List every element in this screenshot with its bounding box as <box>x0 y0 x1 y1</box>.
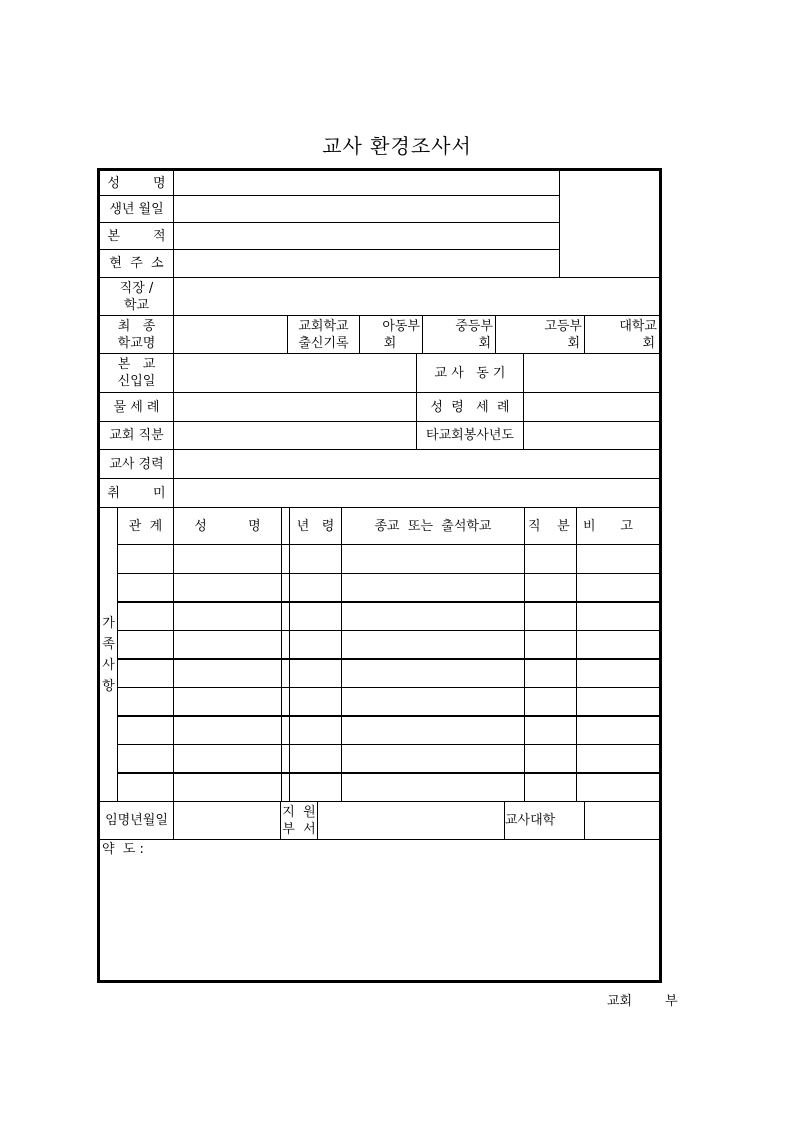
family-cell-note[interactable] <box>576 573 660 603</box>
name-field[interactable] <box>173 170 560 196</box>
department-line2: 부 서 <box>282 821 316 837</box>
family-cell-age[interactable] <box>289 687 342 717</box>
high-dept-line1: 고등부 <box>544 318 582 334</box>
job-label-line2: 학교 <box>123 297 150 313</box>
family-cell-relation[interactable] <box>117 544 174 574</box>
family-cell-age[interactable] <box>289 601 342 631</box>
origin-label: 본 적 <box>99 222 174 250</box>
family-cell-age[interactable] <box>289 772 342 802</box>
family-cell-note[interactable] <box>576 630 660 660</box>
survey-form <box>97 168 662 983</box>
college-dept-line1: 대학교 <box>619 318 657 334</box>
family-cell-note[interactable] <box>576 744 660 774</box>
family-side-char: 족 <box>102 636 115 652</box>
college-dept-cell[interactable] <box>584 315 660 354</box>
family-side-label <box>99 507 118 802</box>
family-cell-religion[interactable] <box>341 544 525 574</box>
address-field[interactable] <box>173 249 560 278</box>
family-cell-age[interactable] <box>289 630 342 660</box>
sunday-school-line2: 출신기록 <box>298 335 349 351</box>
family-cell-note[interactable] <box>576 772 660 802</box>
family-cell-relation[interactable] <box>117 630 174 660</box>
family-cell-name[interactable] <box>173 715 282 745</box>
middle-dept-line1: 중등부 <box>455 318 493 334</box>
teacher-career-field[interactable] <box>173 449 660 479</box>
high-dept-line2: 회 <box>567 335 580 351</box>
family-cell-name[interactable] <box>173 772 282 802</box>
family-cell-age[interactable] <box>289 544 342 574</box>
family-cell-note[interactable] <box>576 601 660 631</box>
family-cell-name[interactable] <box>173 687 282 717</box>
church-entry-field[interactable] <box>173 353 417 393</box>
document-title: 교사 환경조사서 <box>322 134 472 158</box>
family-cell-position[interactable] <box>524 772 577 802</box>
family-cell-note[interactable] <box>576 687 660 717</box>
sunday-school-label <box>287 315 360 354</box>
address-label: 현 주 소 <box>99 249 174 278</box>
college-dept-line2: 회 <box>642 335 655 351</box>
final-school-line1: 최 종 <box>117 318 156 334</box>
family-header-position: 직 분 <box>524 507 577 545</box>
baptism-label: 물 세 례 <box>99 392 174 422</box>
family-cell-religion[interactable] <box>341 687 525 717</box>
family-cell-position[interactable] <box>524 658 577 688</box>
department-label <box>280 801 318 840</box>
family-cell-relation[interactable] <box>117 715 174 745</box>
job-label <box>99 277 174 316</box>
map-area[interactable] <box>99 839 660 981</box>
family-cell-name[interactable] <box>173 573 282 603</box>
family-cell-position[interactable] <box>524 744 577 774</box>
family-cell-name[interactable] <box>173 630 282 660</box>
family-header-note: 비 고 <box>576 507 660 545</box>
job-field[interactable] <box>173 277 660 316</box>
confirmation-field[interactable] <box>523 392 660 422</box>
family-cell-relation[interactable] <box>117 601 174 631</box>
department-field[interactable] <box>317 801 505 840</box>
name-label: 성 명 <box>99 170 174 196</box>
family-header-religion: 종교 또는 출석학교 <box>341 507 525 545</box>
hobby-label: 취 미 <box>99 478 174 508</box>
church-entry-line2: 신입일 <box>117 374 156 389</box>
teacher-college-field[interactable] <box>584 801 660 840</box>
family-side-char: 항 <box>102 678 115 694</box>
church-position-field[interactable] <box>173 421 417 450</box>
department-line1: 지 원 <box>282 804 316 820</box>
family-cell-religion[interactable] <box>341 715 525 745</box>
family-cell-religion[interactable] <box>341 744 525 774</box>
family-cell-position[interactable] <box>524 573 577 603</box>
sunday-school-line1: 교회학교 <box>298 318 349 334</box>
other-church-years-field[interactable] <box>523 421 660 450</box>
map-label: 약 도 : <box>102 842 144 857</box>
family-cell-religion[interactable] <box>341 630 525 660</box>
family-header-age: 년 령 <box>289 507 342 545</box>
teacher-motive-field[interactable] <box>523 353 660 393</box>
family-side-char: 가 <box>102 615 115 631</box>
final-school-field[interactable] <box>173 315 288 354</box>
teacher-motive-label: 교 사 동 기 <box>416 353 524 393</box>
other-church-years-label: 타교회봉사년도 <box>416 421 524 450</box>
teacher-college-label: 교사대학 <box>504 801 585 840</box>
family-cell-religion[interactable] <box>341 658 525 688</box>
family-cell-age[interactable] <box>289 573 342 603</box>
family-cell-religion[interactable] <box>341 772 525 802</box>
middle-dept-cell[interactable] <box>422 315 496 354</box>
family-cell-position[interactable] <box>524 687 577 717</box>
family-cell-religion[interactable] <box>341 573 525 603</box>
family-cell-note[interactable] <box>576 544 660 574</box>
final-school-label <box>99 315 174 354</box>
family-cell-position[interactable] <box>524 544 577 574</box>
family-cell-religion[interactable] <box>341 601 525 631</box>
family-cell-name[interactable] <box>173 601 282 631</box>
origin-field[interactable] <box>173 222 560 250</box>
family-header-relation: 관 계 <box>117 507 174 545</box>
middle-dept-line2: 회 <box>478 335 491 351</box>
teacher-career-label: 교사 경력 <box>99 449 174 479</box>
family-cell-relation[interactable] <box>117 687 174 717</box>
family-cell-age[interactable] <box>289 715 342 745</box>
photo-box <box>559 170 660 278</box>
family-cell-name[interactable] <box>173 744 282 774</box>
family-header-name: 성 명 <box>173 507 282 545</box>
children-dept-line1: 아동부 <box>382 318 420 334</box>
children-dept-line2: 회 <box>383 335 397 351</box>
appointment-date-field[interactable] <box>173 801 281 840</box>
family-cell-note[interactable] <box>576 715 660 745</box>
family-cell-name[interactable] <box>173 544 282 574</box>
family-cell-position[interactable] <box>524 715 577 745</box>
church-entry-label <box>99 353 174 393</box>
appointment-date-label: 임명년월일 <box>99 801 174 840</box>
church-entry-line1: 본 교 <box>117 357 156 372</box>
family-cell-position[interactable] <box>524 601 577 631</box>
family-cell-note[interactable] <box>576 658 660 688</box>
family-cell-relation[interactable] <box>117 772 174 802</box>
final-school-line2: 학교명 <box>117 335 156 351</box>
high-dept-cell[interactable] <box>495 315 585 354</box>
children-dept-cell[interactable] <box>359 315 423 354</box>
family-cell-position[interactable] <box>524 630 577 660</box>
footer-church-dept: 교회 부 <box>607 994 678 1009</box>
baptism-field[interactable] <box>173 392 417 422</box>
family-cell-relation[interactable] <box>117 744 174 774</box>
church-position-label: 교회 직분 <box>99 421 174 450</box>
job-label-line1: 직장 / <box>119 280 154 296</box>
birth-label: 생년 월일 <box>99 195 174 223</box>
birth-field[interactable] <box>173 195 560 223</box>
family-cell-relation[interactable] <box>117 573 174 603</box>
confirmation-label: 성 령 세 례 <box>416 392 524 422</box>
family-cell-age[interactable] <box>289 658 342 688</box>
family-side-char: 사 <box>102 657 115 673</box>
family-cell-name[interactable] <box>173 658 282 688</box>
hobby-field[interactable] <box>173 478 660 508</box>
family-cell-age[interactable] <box>289 744 342 774</box>
family-cell-relation[interactable] <box>117 658 174 688</box>
